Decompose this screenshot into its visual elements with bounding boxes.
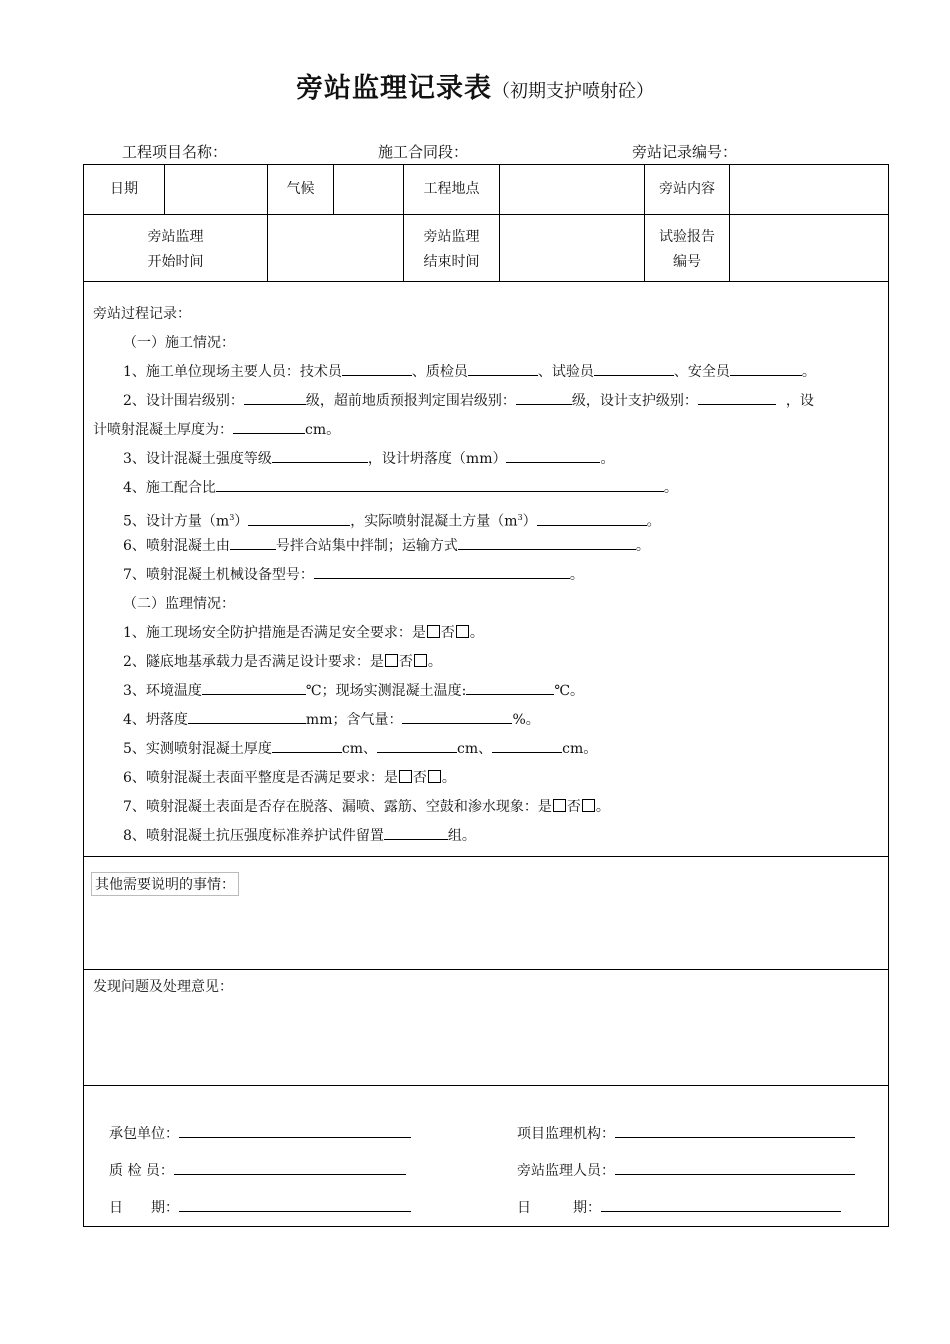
date-right-signature: 日 期： (517, 1197, 841, 1217)
construction-item-6: 6、喷射混凝土由 号拌合站集中拌制；运输方式 。 (93, 532, 883, 561)
checkbox-no[interactable] (414, 654, 427, 667)
supervision-item-6: 6、喷射混凝土表面平整度是否满足要求：是 否 。 (123, 770, 456, 786)
checkbox-yes[interactable] (399, 770, 412, 783)
supervision-item-3: 3、环境温度 ℃；现场实测混凝土温度: ℃。 (93, 677, 883, 706)
supervision-org-line[interactable] (615, 1123, 855, 1138)
process-record-heading: 旁站过程记录： (93, 306, 191, 322)
supervisor-signature: 旁站监理人员： (517, 1160, 855, 1180)
supervision-item-1: 1、施工现场安全防护措施是否满足安全要求：是 否 。 (123, 625, 484, 641)
construction-item-1: 1、施工单位现场主要人员：技术员 、质检员 、试验员 、安全员 。 (93, 358, 883, 387)
record-number-label: 旁站记录编号： (632, 143, 738, 161)
construction-item-3: 3、设计混凝土强度等级 ，设计坍落度（mm） 。 (93, 445, 883, 474)
construction-item-4: 4、施工配合比 。 (93, 474, 883, 503)
start-time-label: 旁站监理 开始时间 (147, 229, 204, 270)
date-left-line[interactable] (179, 1197, 411, 1212)
report-number-label: 试验报告 编号 (659, 229, 715, 270)
row-divider (83, 214, 889, 215)
contract-section-label: 施工合同段： (378, 143, 469, 161)
qc-signature: 质 检 员： (109, 1160, 406, 1180)
checkbox-no[interactable] (582, 799, 595, 812)
process-record (93, 300, 883, 851)
construction-item-2-cont: 计喷射混凝土厚度为： cm。 (93, 416, 883, 445)
supervision-org-signature: 项目监理机构： (517, 1123, 855, 1143)
title-main: 旁站监理记录表 (296, 73, 492, 104)
col-divider (729, 164, 730, 214)
col-divider (267, 214, 268, 281)
supervision-item-2: 2、隧底地基承载力是否满足设计要求：是 否 。 (123, 654, 442, 670)
row-divider (83, 1085, 889, 1086)
qc-line[interactable] (174, 1160, 406, 1175)
contractor-line[interactable] (179, 1123, 411, 1138)
supervision-heading: （二）监理情况： (123, 596, 235, 612)
checkbox-yes[interactable] (553, 799, 566, 812)
content-label: 旁站内容 (659, 181, 715, 197)
col-divider (333, 164, 334, 214)
col-divider (499, 214, 500, 281)
checkbox-yes[interactable] (427, 625, 440, 638)
col-divider (729, 214, 730, 281)
date-right-line[interactable] (601, 1197, 841, 1212)
form-title (0, 66, 950, 105)
col-divider (164, 164, 165, 214)
weather-label: 气候 (286, 181, 315, 197)
construction-item-2: 2、设计围岩级别： 级，超前地质预报判定围岩级别： 级，设计支护级别： ，设 (93, 387, 883, 416)
project-name-label: 工程项目名称： (122, 143, 228, 161)
row-divider (83, 281, 889, 282)
supervisor-line[interactable] (615, 1160, 855, 1175)
supervision-item-7: 7、喷射混凝土表面是否存在脱落、漏喷、露筋、空鼓和渗水现象：是 否 。 (123, 799, 610, 815)
construction-item-5: 5、设计方量$(m^3)$ ，实际喷射混凝土方量$(m^3)$ 。 (93, 503, 883, 532)
supervision-item-4: 4、坍落度 mm；含气量： %。 (93, 706, 883, 735)
col-divider (499, 164, 500, 214)
end-time-label: 旁站监理 结束时间 (423, 229, 480, 270)
construction-item-7: 7、喷射混凝土机械设备型号： 。 (93, 561, 883, 590)
location-label: 工程地点 (423, 181, 480, 197)
other-notes-label: 其他需要说明的事情： (91, 872, 239, 896)
row-divider (83, 969, 889, 970)
supervision-item-8: 8、喷射混凝土抗压强度标准养护试件留置 组。 (93, 822, 883, 851)
date-label: 日期 (110, 181, 138, 197)
supervision-item-5: 5、实测喷射混凝土厚度 cm、 cm、 cm。 (93, 735, 883, 764)
issues-label: 发现问题及处理意见： (93, 979, 233, 995)
contractor-signature: 承包单位： (109, 1123, 411, 1143)
checkbox-no[interactable] (456, 625, 469, 638)
date-left-signature: 日 期： (109, 1197, 411, 1217)
row-divider (83, 856, 889, 857)
checkbox-no[interactable] (428, 770, 441, 783)
title-sub: （初期支护喷射砼） (492, 81, 654, 102)
checkbox-yes[interactable] (385, 654, 398, 667)
construction-heading: （一）施工情况： (123, 335, 235, 351)
